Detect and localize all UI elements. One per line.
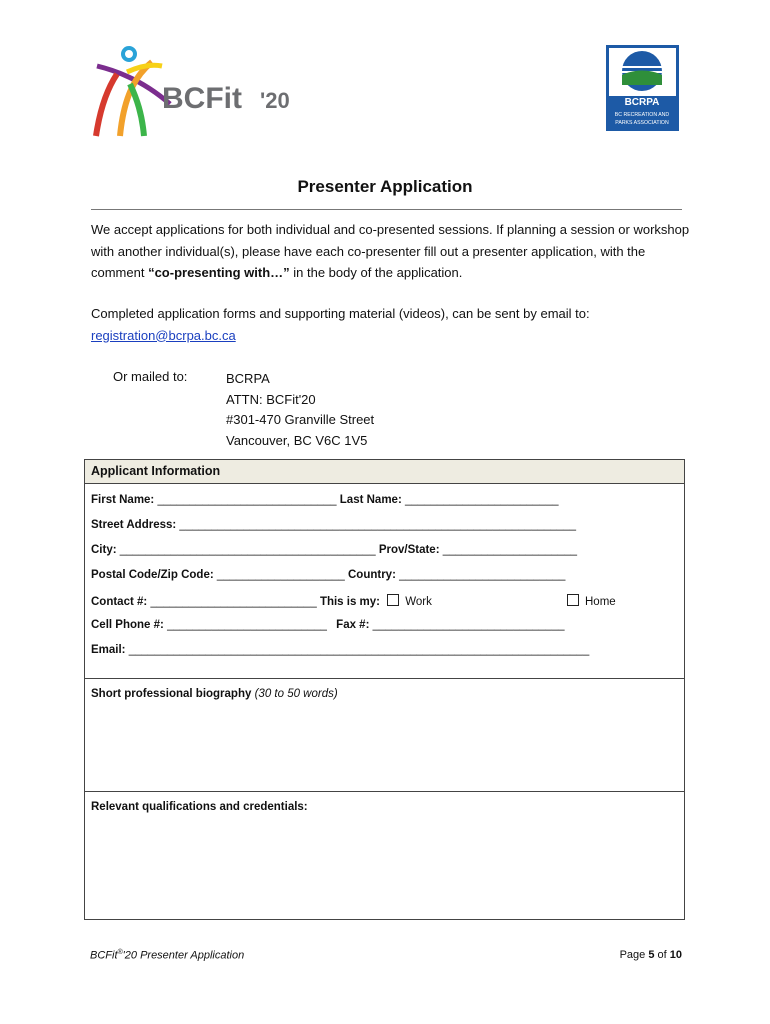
mail-address xyxy=(226,369,374,451)
biography-section[interactable] xyxy=(85,679,684,792)
first-name-field[interactable]: ____________________________ xyxy=(157,494,337,506)
mail-line: #301-470 Granville Street xyxy=(226,412,375,427)
this-is-my-label: This is my: xyxy=(319,596,381,608)
qualifications-section[interactable] xyxy=(85,792,684,920)
contact-label: Contact #: xyxy=(91,596,148,608)
email-field[interactable]: ________________________________________________________________________ xyxy=(128,644,590,656)
prov-label: Prov/State: xyxy=(378,544,440,556)
footer-doc-name xyxy=(90,949,244,962)
prov-field[interactable]: _____________________ xyxy=(442,544,578,556)
cell-field[interactable]: _________________________ xyxy=(167,619,327,631)
intro-text-before: We accept applications for both individual and co-presented sessions. If planning a session or workshop with another individual(s), please have each co-presenter fill out a presenter application, with the comment xyxy=(91,222,690,280)
intro-emphasis: “co-presenting with…” xyxy=(148,265,290,280)
cell-label: Cell Phone #: xyxy=(91,619,164,631)
fax-field[interactable]: ______________________________ xyxy=(372,619,565,631)
bcrpa-logo-line2: PARKS ASSOCIATION xyxy=(615,120,669,126)
mail-line: Vancouver, BC V6C 1V5 xyxy=(226,432,368,448)
qualifications-label: Relevant qualifications and credentials: xyxy=(91,801,308,813)
applicant-heading: Applicant Information xyxy=(85,460,684,484)
work-checkbox[interactable] xyxy=(387,594,399,606)
last-name-field[interactable]: ________________________ xyxy=(404,494,559,506)
street-label: Street Address: xyxy=(91,519,177,531)
footer-brand: BCFit xyxy=(90,949,118,962)
city-label: City: xyxy=(91,544,117,556)
fax-label: Fax #: xyxy=(336,619,370,631)
footer-doc-title: '20 Presenter Application xyxy=(122,949,245,962)
page-of: of xyxy=(654,949,670,961)
email-label: Email: xyxy=(91,644,126,656)
application-form xyxy=(84,459,685,920)
work-option-label: Work xyxy=(405,596,432,608)
mail-line: ATTN: BCFit'20 xyxy=(226,391,316,407)
biography-label: Short professional biography xyxy=(91,688,252,700)
home-checkbox[interactable] xyxy=(567,594,579,606)
registered-mark: ® xyxy=(117,949,123,956)
applicant-fields xyxy=(85,484,684,679)
mail-line: BCRPA xyxy=(226,371,270,386)
intro-text-after: in the body of the application. xyxy=(289,265,463,280)
bcrpa-emblem-icon xyxy=(606,45,679,131)
city-field[interactable]: ________________________________________ xyxy=(119,544,376,556)
bcfit-logo-year: '20 xyxy=(260,88,290,113)
home-option-label: Home xyxy=(585,596,616,608)
bcrpa-logo-abbr: BCRPA xyxy=(624,97,660,108)
first-name-label: First Name: xyxy=(91,494,155,506)
submission-text: Completed application forms and supporting material (videos), can be sent by email to: xyxy=(91,306,590,321)
bcfit-swoosh-icon xyxy=(92,44,302,140)
mail-label: Or mailed to: xyxy=(113,369,188,384)
country-label: Country: xyxy=(348,569,396,581)
bcfit-logo xyxy=(92,44,302,140)
page-current: 5 xyxy=(648,949,655,961)
page-number xyxy=(600,949,682,961)
street-field[interactable]: ______________________________________________________________ xyxy=(179,519,576,531)
page-title: Presenter Application xyxy=(297,177,473,196)
page-word: Page xyxy=(619,949,649,961)
bcfit-logo-text: BCFit xyxy=(162,82,242,115)
intro-paragraph xyxy=(91,219,691,284)
submission-paragraph xyxy=(91,303,691,346)
postal-label: Postal Code/Zip Code: xyxy=(91,569,214,581)
email-link[interactable]: registration@bcrpa.bc.ca xyxy=(91,327,236,343)
biography-hint: (30 to 50 words) xyxy=(254,688,338,700)
last-name-label: Last Name: xyxy=(339,494,402,506)
title-divider xyxy=(91,209,682,210)
postal-field[interactable]: ____________________ xyxy=(216,569,345,581)
bcrpa-logo-line1: BC RECREATION AND xyxy=(614,112,670,118)
contact-field[interactable]: __________________________ xyxy=(150,596,317,608)
country-field[interactable]: __________________________ xyxy=(399,569,566,581)
bcrpa-logo xyxy=(606,45,679,131)
page-total: 10 xyxy=(669,949,682,961)
